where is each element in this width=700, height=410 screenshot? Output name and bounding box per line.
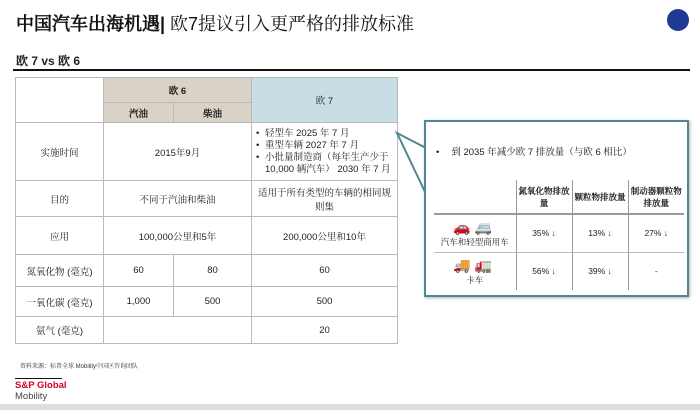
column-header: 制动器颗粒物排放量 — [628, 180, 684, 214]
list-item: • 重型车辆 2027 年 7 月 — [256, 140, 393, 152]
row-label: 实施时间 — [16, 123, 104, 181]
header-euro6: 欧 6 — [104, 78, 252, 103]
euro7-value: 20 — [252, 317, 398, 344]
row-label: 氮氧化物 (毫克) — [16, 255, 104, 287]
value-cell: 13% ↓ — [572, 214, 628, 252]
row-label: 卡车 — [466, 274, 484, 285]
header-euro7: 欧 7 — [252, 78, 398, 123]
truck-icon: 🚚🚛 — [453, 256, 497, 273]
header-gasoline: 汽油 — [104, 103, 174, 123]
table-row — [434, 214, 684, 252]
euro7-value: 200,000公里和10年 — [252, 217, 398, 255]
euro7-value: 适用于所有类型的车辆的相同规则集 — [252, 181, 398, 217]
euro7-value: 500 — [252, 287, 398, 317]
list-item: • 轻型车 2025 年 7 月 — [256, 128, 393, 140]
row-label: 一氧化碳 (毫克) — [16, 287, 104, 317]
sp-global-logo: S&P Global Mobility — [15, 380, 67, 402]
row-label: 应用 — [16, 217, 104, 255]
callout-bullet: • 到 2035 年减少欧 7 排放量（与欧 6 相比） — [436, 147, 632, 158]
footer-bar — [0, 404, 700, 410]
diesel-value: 500 — [174, 287, 252, 317]
value-cell: 39% ↓ — [572, 252, 628, 290]
gasoline-value: 60 — [104, 255, 174, 287]
source-note: 资料来源：标普全球 Mobility中国区咨询团队 — [20, 364, 139, 370]
page-title: 中国汽车出海机遇| 欧7提议引入更严格的排放标准 — [16, 14, 415, 34]
value-cell: - — [628, 252, 684, 290]
row-label: 目的 — [16, 181, 104, 217]
row-label: 氨气 (毫克) — [16, 317, 104, 344]
diesel-value: 80 — [174, 255, 252, 287]
car-van-icon: 🚗🚐 — [453, 218, 497, 235]
header-diesel: 柴油 — [174, 103, 252, 123]
emission-reduction-table — [434, 180, 684, 290]
list-item: • 小批量制造商（每年生产少于 10,000 辆汽车） 2030 年 7 月 — [256, 152, 393, 176]
value-cell: 35% ↓ — [516, 214, 572, 252]
euro7-value: 60 — [252, 255, 398, 287]
section-subtitle: 欧 7 vs 欧 6 — [16, 54, 81, 68]
euro6-value: 不同于汽油和柴油 — [104, 181, 252, 217]
gasoline-value: 1,000 — [104, 287, 174, 317]
value-cell: 56% ↓ — [516, 252, 572, 290]
column-header: 颗粒物排放量 — [572, 180, 628, 214]
row-label: 汽车和轻型商用车 — [440, 236, 509, 247]
euro6-value: 100,000公里和5年 — [104, 217, 252, 255]
column-header: 氮氧化物排放量 — [516, 180, 572, 214]
callout-box — [424, 120, 689, 297]
empty-cell — [434, 180, 516, 214]
table-row — [434, 252, 684, 290]
euro6-value: 2015年9月 — [104, 123, 252, 181]
value-cell: 27% ↓ — [628, 214, 684, 252]
